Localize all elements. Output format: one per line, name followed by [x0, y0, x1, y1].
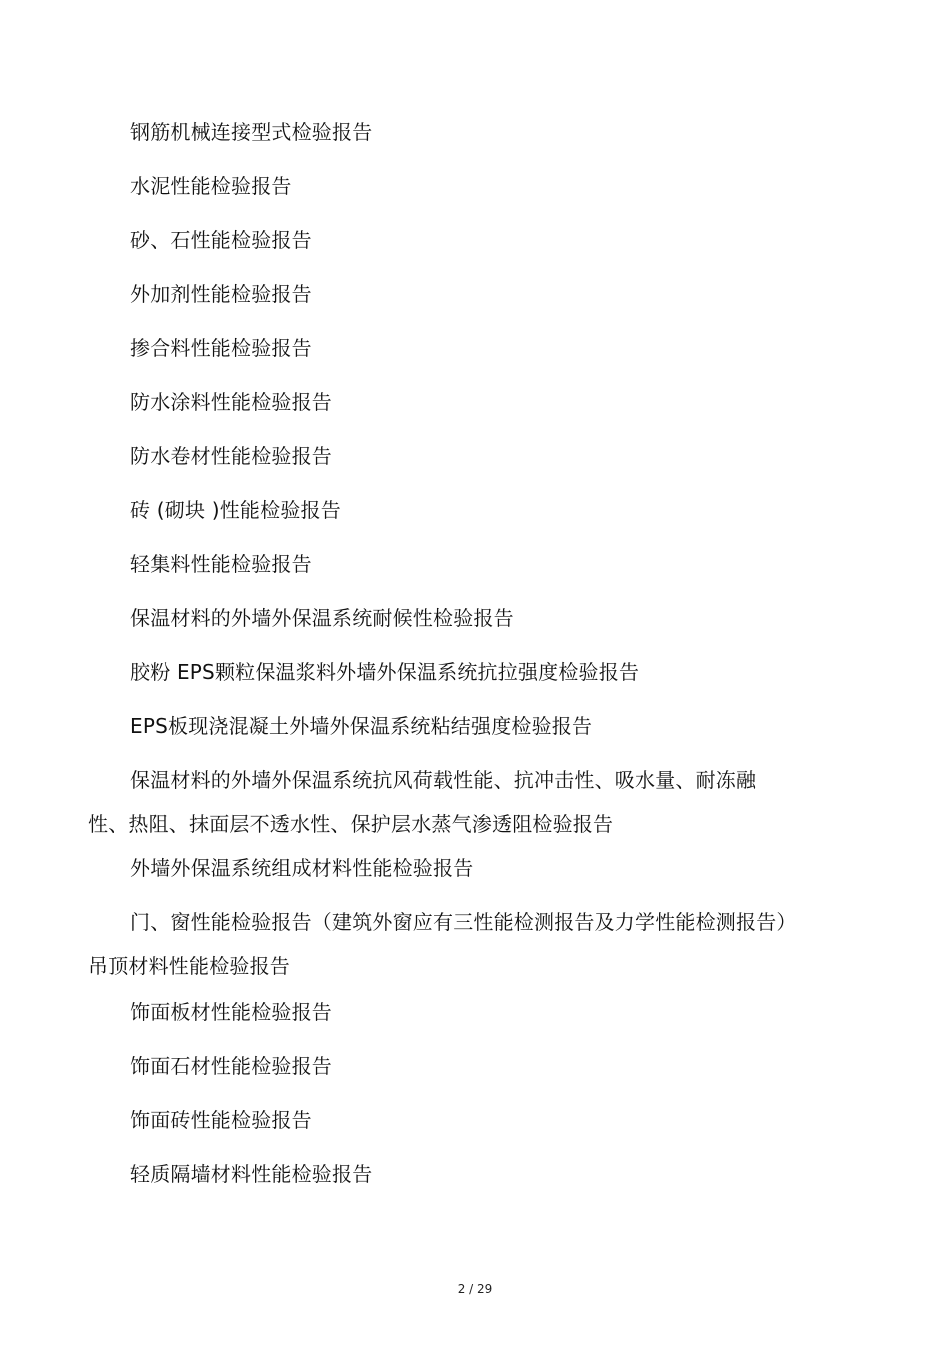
- report-item-lightweight-aggregate: 轻集料性能检验报告: [130, 552, 312, 576]
- report-item-system-materials: 外墙外保温系统组成材料性能检验报告: [130, 856, 474, 880]
- report-item-insulation-weathering: 保温材料的外墙外保温系统耐候性检验报告: [130, 606, 514, 630]
- report-item-sand-stone: 砂、石性能检验报告: [130, 228, 312, 252]
- report-item-brick-block: 砖 (砌块 )性能检验报告: [130, 498, 341, 522]
- report-item-mineral-admixture: 掺合料性能检验报告: [130, 336, 312, 360]
- report-item-admixture: 外加剂性能检验报告: [130, 282, 312, 306]
- report-item-waterproof-coating: 防水涂料性能检验报告: [130, 390, 332, 414]
- report-item-facing-panel: 饰面板材性能检验报告: [130, 1000, 332, 1024]
- report-item-partition-wall: 轻质隔墙材料性能检验报告: [130, 1162, 373, 1186]
- report-item-waterproof-membrane: 防水卷材性能检验报告: [130, 444, 332, 468]
- page-number: 2 / 29: [457, 1282, 493, 1296]
- report-item-rebar-connection: 钢筋机械连接型式检验报告: [130, 120, 373, 144]
- report-item-eps-mortar-tensile: 胶粉 EPS颗粒保温浆料外墙外保温系统抗拉强度检验报告: [130, 660, 640, 684]
- report-item-insulation-performance: 保温材料的外墙外保温系统抗风荷载性能、抗冲击性、吸水量、耐冻融性、热阻、抹面层不透水性、保护层水蒸气渗透阻检验报告: [88, 768, 757, 836]
- report-item-cement: 水泥性能检验报告: [130, 174, 292, 198]
- report-item-facing-stone: 饰面石材性能检验报告: [130, 1054, 332, 1078]
- report-item-eps-board-bond: EPS板现浇混凝土外墙外保温系统粘结强度检验报告: [130, 714, 593, 738]
- report-item-facing-tile: 饰面砖性能检验报告: [130, 1108, 312, 1132]
- report-item-doors-windows-ceiling: 门、窗性能检验报告（建筑外窗应有三性能检测报告及力学性能检测报告）吊顶材料性能检验报告: [88, 910, 787, 978]
